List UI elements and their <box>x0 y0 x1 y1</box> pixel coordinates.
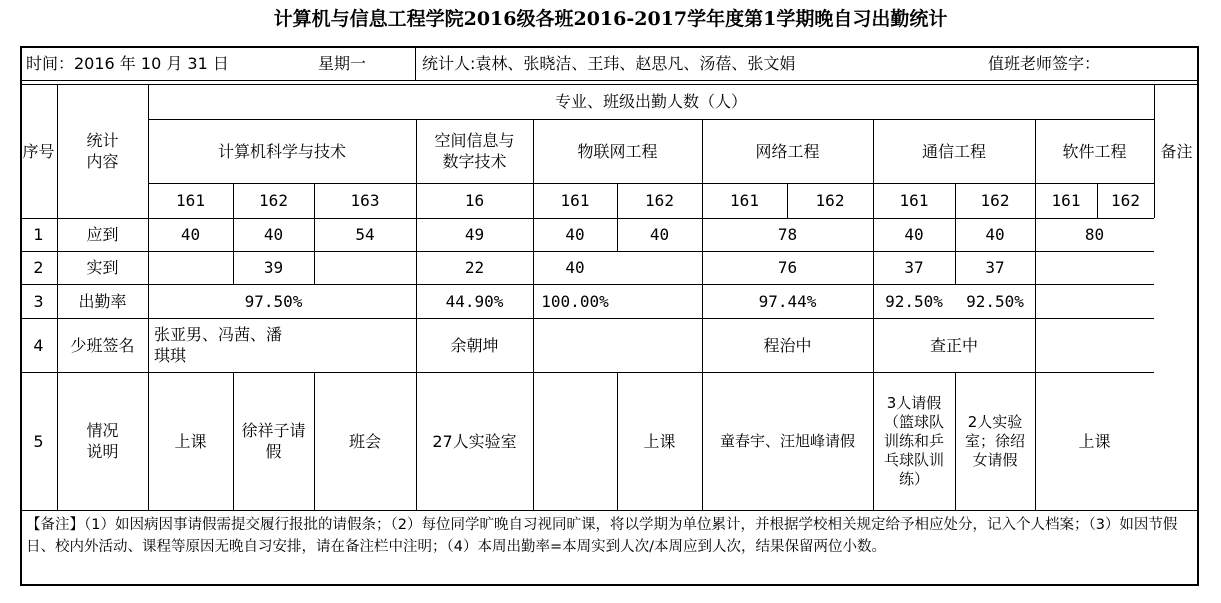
class-number: 162 <box>259 191 288 210</box>
class-number: 162 <box>645 191 674 210</box>
cell-value: 92.50% <box>885 291 943 311</box>
row-label: 应到 <box>86 225 119 244</box>
header-content: 统计 内容 <box>86 131 119 171</box>
cell-value: 80 <box>1084 225 1105 244</box>
cell-remark: 徐祥子请 假 <box>241 421 306 461</box>
cell-remark: 2人实验 室；徐绍 女请假 <box>964 412 1025 469</box>
major-computer-science: 计算机科学与技术 <box>217 141 346 161</box>
header-group-title: 专业、班级出勤人数（人） <box>554 92 747 111</box>
class-number: 162 <box>1111 191 1140 210</box>
header-remark: 备注 <box>1160 141 1193 161</box>
cell-value: 100.00% <box>541 291 609 311</box>
cell-remark: 27人实验室 <box>432 431 517 451</box>
cell-remark: 上课 <box>643 431 676 451</box>
major-spatial-info: 空间信息与 数字技术 <box>434 131 515 171</box>
class-number: 162 <box>980 191 1010 210</box>
class-number: 161 <box>1051 191 1081 210</box>
major-network: 网络工程 <box>755 141 820 161</box>
row-number: 2 <box>33 258 44 277</box>
cell-value: 40 <box>649 225 670 244</box>
cell-value: 40 <box>985 225 1005 244</box>
row-label: 出勤率 <box>78 291 127 311</box>
row-number: 3 <box>33 291 44 311</box>
row-label: 情况 说明 <box>86 421 119 461</box>
header-seq: 序号 <box>22 141 55 161</box>
major-iot: 物联网工程 <box>577 141 658 161</box>
cell-value: 44.90% <box>445 291 504 311</box>
cell-value: 76 <box>777 258 798 277</box>
cell-value: 40 <box>565 258 585 277</box>
row-number: 5 <box>33 431 44 451</box>
cell-remark: 上课 <box>1078 431 1111 451</box>
row-number: 1 <box>33 225 44 244</box>
cell-remark: 上课 <box>174 431 207 451</box>
class-number: 16 <box>464 191 485 210</box>
class-number: 161 <box>730 191 759 210</box>
cell-value: 97.44% <box>758 291 817 311</box>
cell-value: 39 <box>263 258 284 277</box>
cell-value: 22 <box>464 258 485 277</box>
cell-signature: 张亚男、冯茜、潘 琪琪 <box>154 325 283 365</box>
cell-remark: 3人请假 （篮球队 训练和乒 乓球队训 练） <box>883 393 944 488</box>
teacher-sign-label: 值班老师签字： <box>988 54 1101 73</box>
row-number: 4 <box>33 335 44 355</box>
class-number: 161 <box>899 191 929 210</box>
row-label: 实到 <box>86 258 119 277</box>
cell-signature: 查正中 <box>929 335 978 355</box>
class-number: 162 <box>815 191 845 210</box>
cell-signature: 余朝坤 <box>450 335 499 355</box>
cell-value: 78 <box>777 225 798 244</box>
cell-value: 40 <box>180 225 201 244</box>
sheet-title: 计算机与信息工程学院2016级各班2016-2017学年度第1学期晚自习出勤统计 <box>273 8 948 30</box>
cell-value: 40 <box>263 225 284 244</box>
class-number: 161 <box>176 191 205 210</box>
class-number: 161 <box>560 191 590 210</box>
cell-value: 54 <box>355 225 375 244</box>
cell-value: 37 <box>985 258 1005 277</box>
cell-signature: 程治中 <box>763 335 812 355</box>
cell-value: 37 <box>904 258 924 277</box>
cell-value: 49 <box>464 225 485 244</box>
cell-value: 97.50% <box>244 291 303 311</box>
counters-text: 统计人:袁林、张晓洁、王玮、赵思凡、汤蓓、张文娟 <box>422 54 796 73</box>
class-number: 163 <box>350 191 380 210</box>
major-software: 软件工程 <box>1062 141 1127 161</box>
cell-remark: 童春宇、汪旭峰请假 <box>719 431 855 450</box>
date-text: 时间：2016 年 10 月 31 日 <box>26 54 229 73</box>
cell-value: 92.50% <box>966 291 1024 311</box>
cell-value: 40 <box>904 225 924 244</box>
footnote: 【备注】（1）如因病因事请假需提交履行报批的请假条；（2）每位同学旷晚自习视同旷课，将以学期为单位累计，并根据学校相关规定给予相应处分，记入个人档案；（3）如因节假日、校内外活动、课程等原因无晚自习安排，请在备注栏中注明；（4）本周出勤率=本周实到人次/本周应到人次，结果保留两位小数。 <box>26 517 1178 555</box>
cell-remark: 班会 <box>348 431 381 451</box>
row-label: 少班签名 <box>70 335 135 355</box>
major-telecom: 通信工程 <box>921 141 986 161</box>
cell-value: 40 <box>565 225 585 244</box>
weekday-text: 星期一 <box>318 54 367 73</box>
